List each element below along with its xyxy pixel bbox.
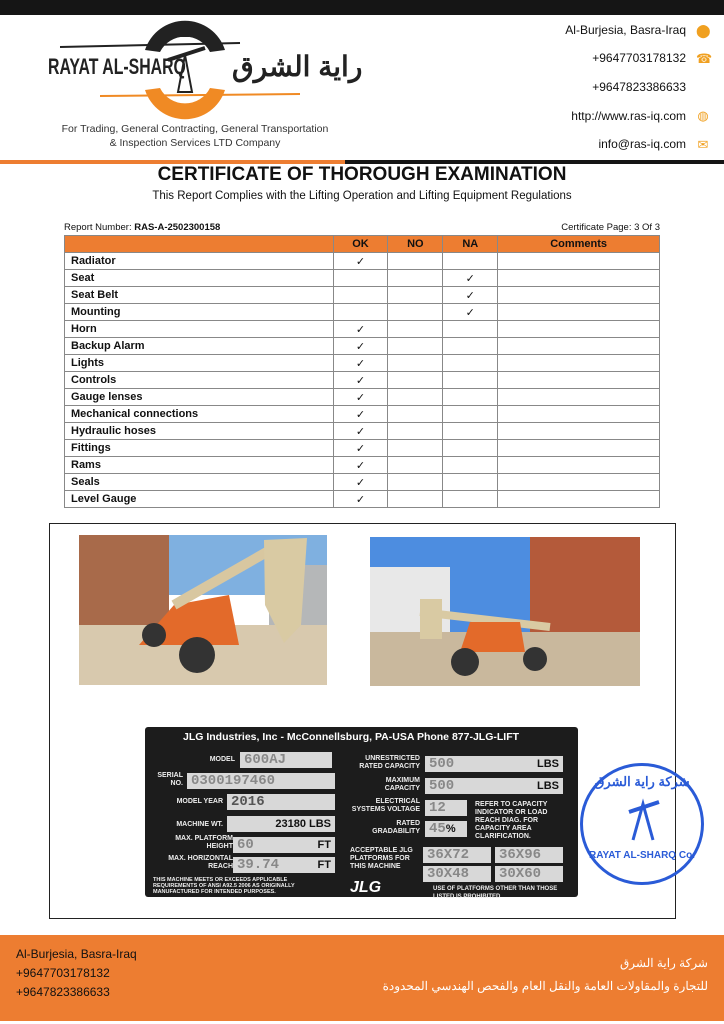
page-subtitle: This Report Complies with the Lifting Operation and Lifting Equipment Regulations [152, 190, 572, 202]
plate-weight: 23180 LBS [227, 816, 335, 832]
row-item-label: Rams [65, 457, 334, 474]
plate-use-note: USE OF PLATFORMS OTHER THAN THOSE LISTED IS PROHIBITED [433, 886, 558, 900]
cell-ok [333, 355, 388, 372]
plate-ur-value: 500 [429, 756, 455, 772]
footer-tagline-ar: للتجارة والمقاولات العامة والنقل العام والفحص الهندسي المحدودة [382, 979, 708, 993]
tagline-line-1: For Trading, General Contracting, General Transportation [61, 123, 329, 135]
contact-phone-1: +9647703178132 [592, 51, 686, 65]
cell-comments [498, 491, 660, 508]
cell-comments [498, 355, 660, 372]
cell-no [388, 321, 443, 338]
envelope-icon: ✉ [697, 137, 709, 152]
col-ok: OK [333, 236, 388, 253]
col-comments: Comments [498, 236, 660, 253]
cell-no [388, 355, 443, 372]
tagline [40, 122, 350, 150]
cell-no [388, 491, 443, 508]
plate-reach-label: MAX. HORIZONTAL REACH [168, 855, 233, 870]
checkmark-icon: ✓ [355, 374, 366, 387]
cell-comments [498, 372, 660, 389]
contact-address: Al-Burjesia, Basra-Iraq [565, 23, 686, 37]
plate-grad-unit: % [445, 823, 456, 835]
cell-na [443, 440, 498, 457]
checkmark-icon: ✓ [355, 357, 366, 370]
cell-ok [333, 474, 388, 491]
row-item-label: Seat Belt [65, 287, 334, 304]
contact-email[interactable]: info@ras-iq.com [598, 137, 686, 151]
plate-max-value: 500 [429, 778, 455, 794]
row-item-label: Mechanical connections [65, 406, 334, 423]
cell-comments [498, 423, 660, 440]
cell-no [388, 287, 443, 304]
plate-height-value: 60 [237, 837, 254, 853]
plate-platform: 36X72 [423, 847, 491, 863]
cell-comments [498, 253, 660, 270]
row-item-label: Level Gauge [65, 491, 334, 508]
cell-comments [498, 270, 660, 287]
cell-no [388, 372, 443, 389]
table-row [65, 355, 660, 372]
row-item-label: Seat [65, 270, 334, 287]
cell-ok [333, 287, 388, 304]
phone-icon: ☎ [696, 51, 713, 66]
plate-model-label: MODEL [209, 756, 235, 763]
cell-no [388, 474, 443, 491]
checkmark-icon: ✓ [355, 476, 366, 489]
footer-company-ar: شركة راية الشرق [619, 956, 708, 970]
brand-name-ar: راية الشرق [232, 51, 363, 82]
cell-ok [333, 389, 388, 406]
checkmark-icon: ✓ [355, 459, 366, 472]
plate-height-unit: FT [317, 839, 331, 851]
plate-reach [233, 857, 335, 873]
cell-comments [498, 389, 660, 406]
row-item-label: Hydraulic hoses [65, 423, 334, 440]
plate-model: 600AJ [240, 752, 332, 768]
checkmark-icon: ✓ [355, 442, 366, 455]
plate-max-unit: LBS [537, 780, 559, 792]
cell-no [388, 253, 443, 270]
cell-na [443, 423, 498, 440]
report-number-value: RAS-A-2502300158 [134, 222, 221, 233]
plate-volt-label: ELECTRICAL SYSTEMS VOLTAGE [351, 798, 420, 813]
cell-ok [333, 457, 388, 474]
cell-comments [498, 338, 660, 355]
plate-ur-label: UNRESTRICTED RATED CAPACITY [359, 755, 420, 770]
equipment-photo-1 [79, 535, 327, 685]
table-header [65, 236, 660, 253]
plate-platform: 36X96 [495, 847, 563, 863]
cell-na [443, 355, 498, 372]
page-title: CERTIFICATE OF THOROUGH EXAMINATION [157, 164, 567, 185]
footer-phone-1: +9647703178132 [16, 966, 110, 980]
checkmark-icon: ✓ [355, 493, 366, 506]
top-bar [0, 0, 724, 15]
table-row [65, 321, 660, 338]
table-row [65, 423, 660, 440]
cell-comments [498, 304, 660, 321]
plate-ur-unit: LBS [537, 758, 559, 770]
checkmark-icon: ✓ [355, 425, 366, 438]
row-item-label: Radiator [65, 253, 334, 270]
checkmark-icon: ✓ [465, 306, 475, 319]
location-pin-icon: ⬤ [696, 23, 711, 38]
cell-ok [333, 372, 388, 389]
cell-no [388, 389, 443, 406]
cell-na [443, 287, 498, 304]
contact-phone-2: +9647823386633 [592, 80, 686, 94]
jlg-logo: JLG [350, 879, 382, 896]
cell-na [443, 491, 498, 508]
cell-ok [333, 491, 388, 508]
cell-no [388, 406, 443, 423]
report-number [64, 222, 220, 233]
col-item [65, 236, 334, 253]
stamp-text-ar: شركة راية الشرق [594, 774, 690, 789]
plate-serial-label: SERIAL NO. [157, 772, 183, 787]
plate-weight-label: MACHINE WT. [176, 821, 223, 828]
cell-na [443, 406, 498, 423]
table-row [65, 474, 660, 491]
cell-ok [333, 440, 388, 457]
cell-na [443, 457, 498, 474]
cell-ok [333, 423, 388, 440]
plate-ansi-note: THIS MACHINE MEETS OR EXCEEDS APPLICABLE REQUIREMENTS OF ANSI A92.5 2006 AS ORIGINALLY MANUFACTURED FOR INTENDED PURPOSES. [153, 877, 295, 895]
plate-platform: 30X48 [423, 866, 491, 882]
checkmark-icon: ✓ [465, 272, 475, 285]
brand-name-en: RAYAT AL-SHARQ [48, 54, 186, 79]
oil-rig-icon [625, 798, 661, 842]
plate-reach-value: 39.74 [237, 857, 280, 873]
checkmark-icon: ✓ [355, 408, 366, 421]
cell-ok [333, 321, 388, 338]
col-no: NO [388, 236, 443, 253]
cell-ok [333, 338, 388, 355]
certificate-page: Certificate Page: 3 Of 3 [561, 222, 660, 233]
row-item-label: Backup Alarm [65, 338, 334, 355]
row-item-label: Gauge lenses [65, 389, 334, 406]
plate-grad-label: RATED GRADABILITY [372, 820, 420, 835]
cell-no [388, 338, 443, 355]
plate-volt: 12 [425, 800, 467, 816]
table-row [65, 253, 660, 270]
contact-website[interactable]: http://www.ras-iq.com [571, 109, 686, 123]
cell-comments [498, 474, 660, 491]
plate-serial: 0300197460 [187, 773, 335, 789]
table-row [65, 406, 660, 423]
plate-max-label: MAXIMUM CAPACITY [384, 777, 420, 792]
cell-ok [333, 253, 388, 270]
cell-comments [498, 440, 660, 457]
plate-refer-note: REFER TO CAPACITY INDICATOR OR LOAD REACH DIAG. FOR CAPACITY AREA CLARIFICATION. [475, 801, 548, 840]
cell-comments [498, 287, 660, 304]
cell-comments [498, 406, 660, 423]
col-na: NA [443, 236, 498, 253]
row-item-label: Controls [65, 372, 334, 389]
row-item-label: Mounting [65, 304, 334, 321]
plate-height-label: MAX. PLATFORM HEIGHT [175, 835, 233, 850]
plate-reach-unit: FT [317, 859, 331, 871]
company-stamp [580, 763, 704, 885]
row-item-label: Lights [65, 355, 334, 372]
cell-na [443, 270, 498, 287]
footer [0, 935, 724, 1021]
cell-no [388, 304, 443, 321]
stamp-text-en: RAYAT AL-SHARQ Co. [589, 850, 695, 861]
globe-icon: ◍ [697, 108, 709, 123]
row-item-label: Fittings [65, 440, 334, 457]
plate-grad-value: 45 [429, 821, 446, 837]
table-row [65, 440, 660, 457]
checkmark-icon: ✓ [355, 391, 366, 404]
equipment-photo-2 [370, 537, 640, 686]
cell-ok [333, 406, 388, 423]
footer-address: Al-Burjesia, Basra-Iraq [16, 947, 137, 961]
cell-na [443, 338, 498, 355]
cell-na [443, 321, 498, 338]
cell-no [388, 423, 443, 440]
cell-na [443, 304, 498, 321]
cell-comments [498, 457, 660, 474]
checkmark-icon: ✓ [355, 340, 366, 353]
table-row [65, 338, 660, 355]
checkmark-icon: ✓ [355, 255, 366, 268]
table-row [65, 287, 660, 304]
footer-phone-2: +9647823386633 [16, 985, 110, 999]
plate-year: 2016 [227, 794, 335, 810]
plate-platforms-label: ACCEPTABLE JLG PLATFORMS FOR THIS MACHINE [350, 847, 413, 870]
table-row [65, 389, 660, 406]
plate-year-label: MODEL YEAR [176, 798, 223, 805]
cell-na [443, 253, 498, 270]
cell-na [443, 474, 498, 491]
cell-na [443, 389, 498, 406]
plate-max [425, 778, 563, 794]
row-item-label: Horn [65, 321, 334, 338]
table-row [65, 372, 660, 389]
cell-na [443, 372, 498, 389]
checkmark-icon: ✓ [355, 323, 366, 336]
cell-ok [333, 304, 388, 321]
report-number-label: Report Number: [64, 222, 135, 233]
cell-ok [333, 270, 388, 287]
cell-no [388, 270, 443, 287]
plate-ur [425, 756, 563, 772]
plate-grad [425, 821, 467, 837]
inspection-table [64, 235, 660, 508]
table-row [65, 457, 660, 474]
table-row [65, 304, 660, 321]
plate-platform: 30X60 [495, 866, 563, 882]
cell-no [388, 440, 443, 457]
tagline-line-2: & Inspection Services LTD Company [109, 137, 281, 149]
row-item-label: Seals [65, 474, 334, 491]
equipment-nameplate [145, 727, 578, 900]
checkmark-icon: ✓ [465, 289, 475, 302]
cell-comments [498, 321, 660, 338]
table-row [65, 270, 660, 287]
plate-height [233, 837, 335, 853]
cell-no [388, 457, 443, 474]
table-row [65, 491, 660, 508]
plate-heading: JLG Industries, Inc - McConnellsburg, PA-USA Phone 877-JLG-LIFT [183, 731, 520, 743]
